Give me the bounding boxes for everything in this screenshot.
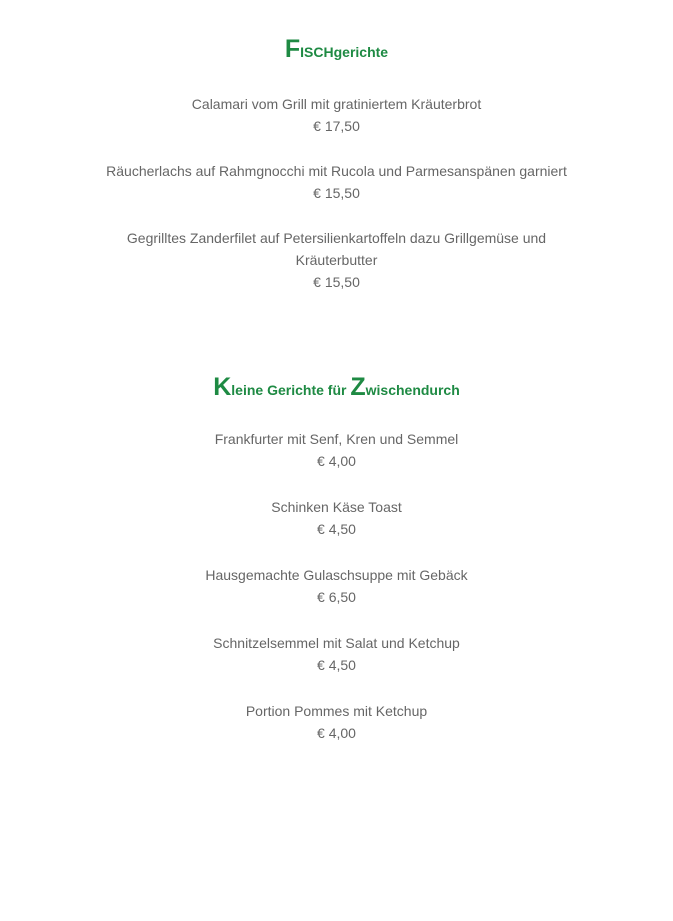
section-fischgerichte bbox=[0, 33, 673, 316]
heading-capital: Z bbox=[350, 373, 366, 401]
menu-item bbox=[87, 428, 587, 473]
heading-text: ISCH bbox=[300, 44, 334, 60]
menu-item bbox=[77, 160, 597, 205]
heading-capital: F bbox=[284, 35, 301, 63]
heading-capital: K bbox=[213, 373, 232, 401]
menu-item bbox=[87, 564, 587, 609]
menu-item-price: € 4,50 bbox=[317, 657, 356, 673]
menu-items bbox=[0, 93, 673, 294]
menu-item-name: Gegrilltes Zanderfilet auf Petersilienkartoffeln dazu Grillgemüse und Kräuterbutter bbox=[126, 230, 547, 268]
menu-item-price: € 4,50 bbox=[317, 521, 356, 537]
section-heading bbox=[0, 371, 673, 406]
menu-items bbox=[0, 428, 673, 745]
menu-item-name: Calamari vom Grill mit gratiniertem Kräuterbrot bbox=[191, 96, 482, 112]
menu-item bbox=[87, 227, 587, 294]
menu-item-name: Hausgemachte Gulaschsuppe mit Gebäck bbox=[205, 567, 468, 583]
menu-item-name: Portion Pommes mit Ketchup bbox=[245, 703, 428, 719]
menu-item-price: € 4,00 bbox=[317, 453, 356, 469]
menu-item-price: € 15,50 bbox=[313, 274, 360, 290]
menu-item bbox=[87, 632, 587, 677]
section-heading bbox=[0, 33, 673, 68]
heading-text: wischendurch bbox=[365, 382, 460, 398]
menu-item bbox=[87, 93, 587, 138]
menu-item bbox=[87, 496, 587, 541]
menu-item-name: Schnitzelsemmel mit Salat und Ketchup bbox=[213, 635, 460, 651]
menu-item-name: Frankfurter mit Senf, Kren und Semmel bbox=[214, 431, 459, 447]
heading-text: gerichte bbox=[333, 44, 389, 60]
heading-text: leine Gerichte für bbox=[231, 382, 351, 398]
menu-item-price: € 6,50 bbox=[317, 589, 356, 605]
menu-item-price: € 15,50 bbox=[313, 185, 360, 201]
menu-item-name: Schinken Käse Toast bbox=[271, 499, 402, 515]
menu-item-price: € 4,00 bbox=[317, 725, 356, 741]
menu-item-name: Räucherlachs auf Rahmgnocchi mit Rucola und Parmesanspänen garniert bbox=[106, 163, 567, 179]
section-kleine-gerichte bbox=[0, 371, 673, 768]
menu-item bbox=[87, 700, 587, 745]
menu-item-price: € 17,50 bbox=[313, 118, 360, 134]
